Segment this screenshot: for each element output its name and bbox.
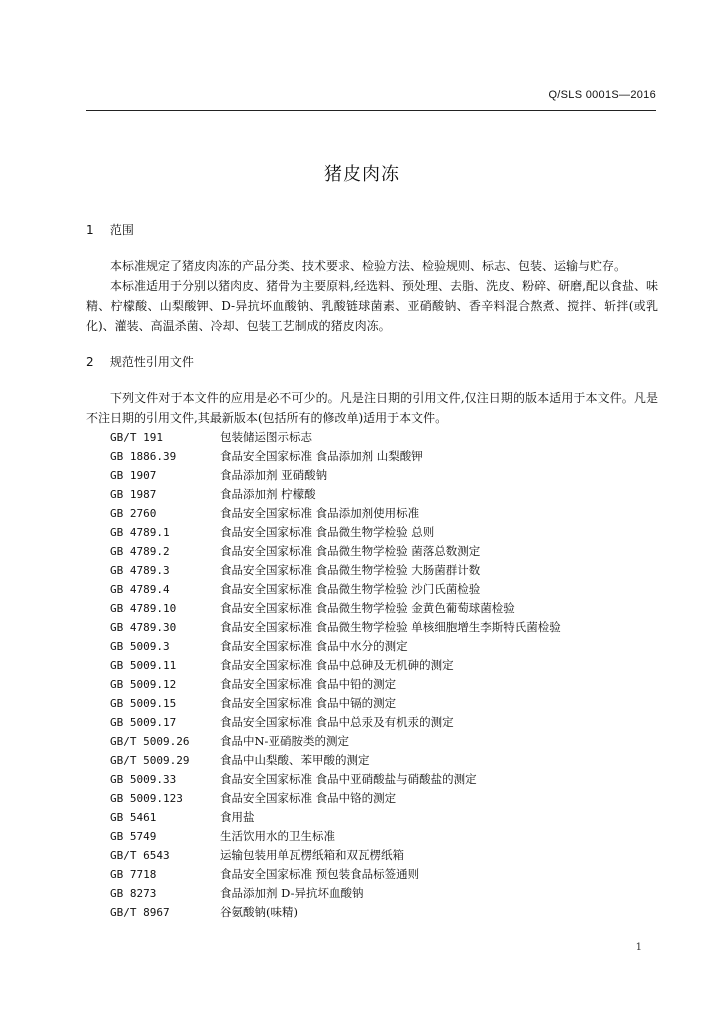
reference-item (110, 827, 670, 846)
section-1-paragraph-2: 本标准适用于分别以猪肉皮、猪骨为主要原料,经选料、预处理、去脂、洗皮、粉碎、研磨,配以食盐、味精、柠檬酸、山梨酸钾、D-异抗坏血酸钠、乳酸链球菌素、亚硝酸钠、香辛料混合熬煮、搅拌、斩拌(或乳化)、灌装、高温杀菌、冷却、包装工艺制成的猪皮肉冻。 (86, 279, 658, 333)
standard-code: Q/SLS 0001S—2016 (548, 89, 656, 101)
reference-item (110, 599, 670, 618)
section-2-title: 规范性引用文件 (109, 355, 194, 369)
reference-item (110, 561, 670, 580)
reference-item (110, 523, 670, 542)
reference-code: GB/T 5009.26 (110, 735, 190, 748)
reference-item (110, 656, 670, 675)
reference-title: 食品中山梨酸、苯甲酸的测定 (220, 753, 370, 767)
reference-title: 生活饮用水的卫生标准 (220, 829, 335, 843)
reference-code: GB 5009.123 (110, 792, 183, 805)
reference-item (110, 542, 670, 561)
reference-item (110, 789, 670, 808)
section-1-number: 1 (86, 223, 94, 237)
reference-code: GB 5749 (110, 830, 157, 843)
reference-item (110, 808, 670, 827)
reference-code: GB 5009.33 (110, 773, 177, 786)
reference-item (110, 580, 670, 599)
reference-title: 食品安全国家标准 食品微生物学检验 菌落总数测定 (220, 544, 481, 558)
reference-code: GB 8273 (110, 887, 157, 900)
section-1-title: 范围 (109, 223, 134, 237)
reference-title: 食品安全国家标准 食品微生物学检验 单核细胞增生李斯特氏菌检验 (220, 620, 561, 634)
section-2-number: 2 (86, 355, 94, 369)
reference-title: 食品安全国家标准 食品微生物学检验 大肠菌群计数 (220, 563, 481, 577)
reference-item (110, 485, 670, 504)
reference-item (110, 770, 670, 789)
reference-title: 食品安全国家标准 食品微生物学检验 金黄色葡萄球菌检验 (220, 601, 515, 615)
reference-title: 食品安全国家标准 食品中亚硝酸盐与硝酸盐的测定 (220, 772, 477, 786)
reference-code: GB 1886.39 (110, 450, 177, 463)
reference-code: GB 5009.3 (110, 640, 170, 653)
reference-title: 食品安全国家标准 食品中铅的测定 (220, 677, 397, 691)
section-1-paragraph-1: 本标准规定了猪皮肉冻的产品分类、技术要求、检验方法、检验规则、标志、包装、运输与贮存。 (110, 259, 627, 273)
document-title: 猪皮肉冻 (324, 164, 400, 185)
reference-code: GB 4789.10 (110, 602, 177, 615)
header-rule (86, 110, 656, 111)
reference-code: GB 5009.17 (110, 716, 177, 729)
reference-list (110, 428, 670, 922)
reference-title: 食品安全国家标准 食品微生物学检验 沙门氏菌检验 (220, 582, 481, 596)
reference-item (110, 504, 670, 523)
reference-item (110, 903, 670, 922)
reference-code: GB 4789.30 (110, 621, 177, 634)
reference-item (110, 884, 670, 903)
reference-code: GB 5009.15 (110, 697, 177, 710)
reference-title: 运输包装用单瓦楞纸箱和双瓦楞纸箱 (220, 848, 404, 862)
reference-code: GB/T 5009.29 (110, 754, 190, 767)
reference-title: 食品安全国家标准 食品中总汞及有机汞的测定 (220, 715, 454, 729)
reference-title: 食品添加剂 D-异抗坏血酸钠 (220, 886, 364, 900)
reference-item (110, 694, 670, 713)
reference-title: 食用盐 (220, 810, 255, 824)
reference-code: GB 7718 (110, 868, 157, 881)
reference-title: 食品中N-亚硝胺类的测定 (220, 734, 349, 748)
reference-code: GB/T 6543 (110, 849, 170, 862)
reference-code: GB 5009.11 (110, 659, 177, 672)
reference-item (110, 618, 670, 637)
reference-title: 食品添加剂 柠檬酸 (220, 487, 316, 501)
page-number: 1 (635, 942, 642, 953)
reference-code: GB 4789.4 (110, 583, 170, 596)
reference-title: 食品安全国家标准 食品添加剂使用标准 (220, 506, 420, 520)
reference-item (110, 846, 670, 865)
reference-title: 食品添加剂 亚硝酸钠 (220, 468, 328, 482)
section-1-heading (86, 221, 134, 238)
reference-title: 食品安全国家标准 食品添加剂 山梨酸钾 (220, 449, 423, 463)
reference-code: GB/T 191 (110, 431, 163, 444)
section-2-heading (86, 353, 194, 370)
reference-item (110, 865, 670, 884)
reference-code: GB 1907 (110, 469, 157, 482)
reference-item (110, 637, 670, 656)
reference-title: 食品安全国家标准 食品微生物学检验 总则 (220, 525, 435, 539)
reference-item (110, 751, 670, 770)
reference-title: 食品安全国家标准 食品中镉的测定 (220, 696, 397, 710)
reference-code: GB/T 8967 (110, 906, 170, 919)
reference-code: GB 4789.2 (110, 545, 170, 558)
reference-item (110, 732, 670, 751)
reference-code: GB 1987 (110, 488, 157, 501)
reference-item (110, 675, 670, 694)
reference-item (110, 466, 670, 485)
reference-code: GB 5461 (110, 811, 157, 824)
reference-item (110, 713, 670, 732)
reference-code: GB 4789.3 (110, 564, 170, 577)
reference-title: 食品安全国家标准 预包装食品标签通则 (220, 867, 420, 881)
reference-code: GB 2760 (110, 507, 157, 520)
reference-code: GB 4789.1 (110, 526, 170, 539)
section-2-intro: 下列文件对于本文件的应用是必不可少的。凡是注日期的引用文件,仅注日期的版本适用于本文件。凡是不注日期的引用文件,其最新版本(包括所有的修改单)适用于本文件。 (86, 391, 658, 425)
reference-code: GB 5009.12 (110, 678, 177, 691)
reference-title: 食品安全国家标准 食品中铬的测定 (220, 791, 397, 805)
reference-title: 包装储运图示标志 (220, 430, 312, 444)
reference-title: 食品安全国家标准 食品中水分的测定 (220, 639, 408, 653)
reference-title: 谷氨酸钠(味精) (220, 905, 298, 919)
reference-title: 食品安全国家标准 食品中总砷及无机砷的测定 (220, 658, 454, 672)
reference-item (110, 447, 670, 466)
reference-item (110, 428, 670, 447)
